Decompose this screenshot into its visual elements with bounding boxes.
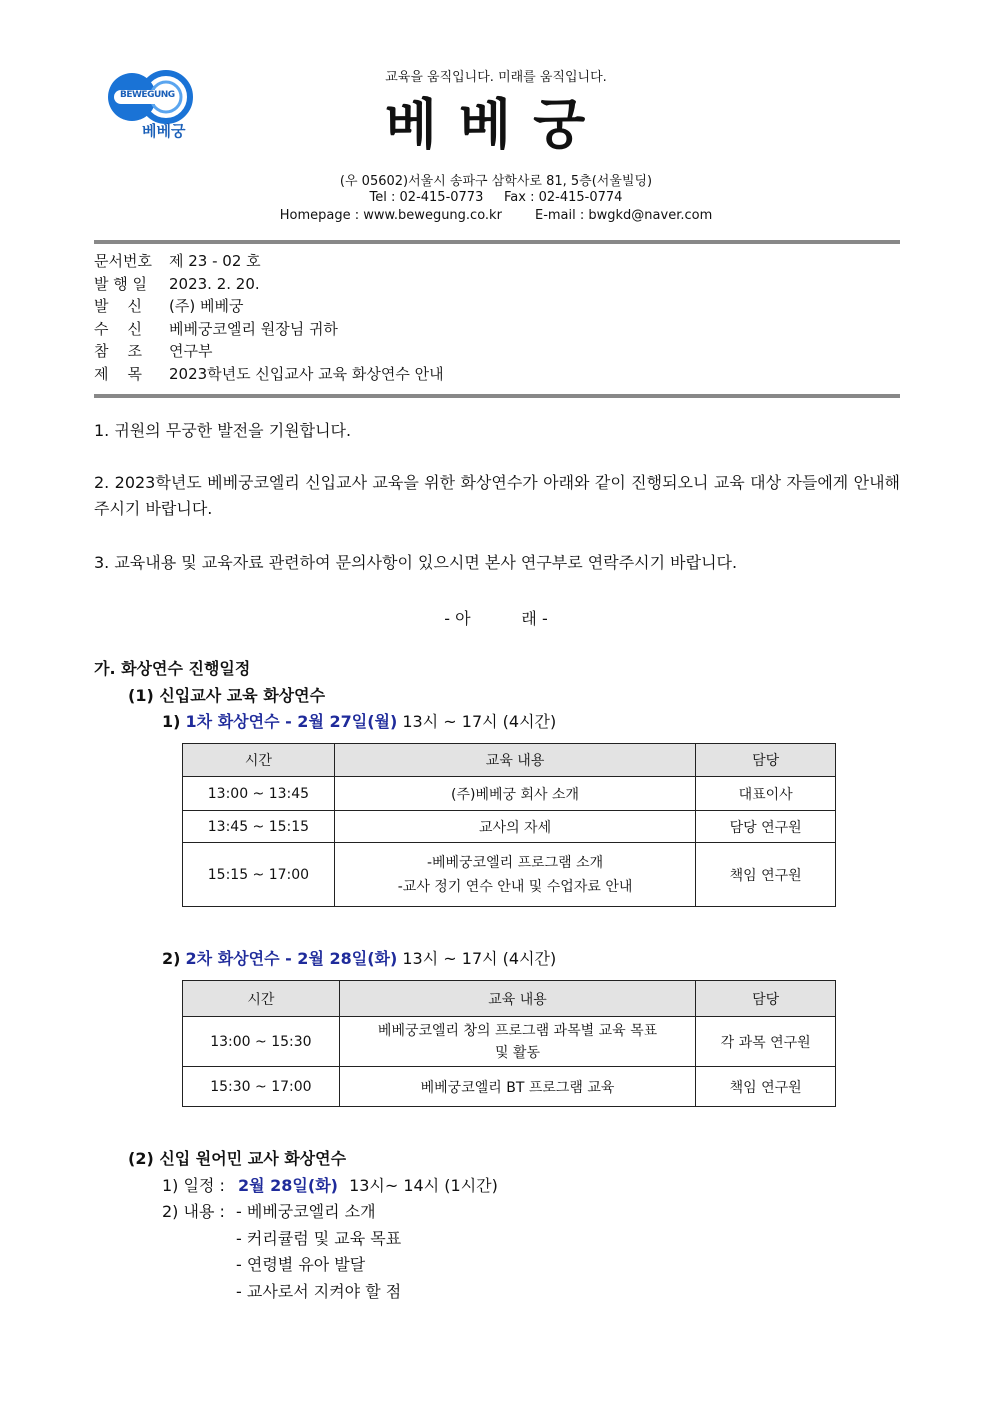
- meta-row: [94, 318, 444, 341]
- address: (우 05602)서울시 송파구 삼학사로 81, 5층(서울빌딩): [339, 174, 653, 189]
- table-row: [183, 777, 836, 811]
- table-cell: 각 과목 연구원: [696, 1017, 836, 1067]
- company-name: 베베궁: [384, 93, 608, 156]
- divider-top: [94, 240, 900, 244]
- logo-brand-text: 베베궁: [142, 122, 186, 140]
- native-schedule: [162, 1173, 498, 1196]
- meta-value: 제 23 - 02 호: [169, 252, 261, 270]
- meta-value: 2023학년도 신입교사 교육 화상연수 안내: [169, 364, 444, 383]
- table-cell: 13:00 ~ 13:45: [183, 777, 335, 811]
- list-item: - 연령별 유아 발달: [236, 1255, 366, 1274]
- arae-heading: - 아 래 -: [444, 609, 548, 628]
- logo-badge-text: BEWEGUNG: [120, 90, 175, 100]
- session-1-prefix: 1): [162, 712, 181, 731]
- table-header-row: [183, 981, 836, 1017]
- meta-key: 참 조: [94, 342, 143, 360]
- table-cell: 15:30 ~ 17:00: [183, 1067, 340, 1107]
- session-2-prefix: 2): [162, 949, 181, 968]
- table-cell: 15:15 ~ 17:00: [183, 843, 335, 907]
- table-header-cell: 교육 내용: [334, 744, 695, 777]
- meta-row: [94, 250, 444, 273]
- table-row: [183, 1067, 836, 1107]
- document-meta: [94, 250, 444, 385]
- meta-key: 제 목: [94, 364, 143, 383]
- table-cell: (주)베베궁 회사 소개: [334, 777, 695, 811]
- meta-row: [94, 273, 444, 296]
- meta-value: 베베궁코엘리 원장님 귀하: [169, 319, 338, 338]
- session-2-title: [162, 946, 556, 969]
- session-1-table: [182, 743, 836, 907]
- table-header-cell: 시간: [183, 981, 340, 1017]
- native-schedule-date: 2월 28일(화): [238, 1176, 338, 1195]
- table-cell: 13:00 ~ 15:30: [183, 1017, 340, 1067]
- list-item: - 커리큘럼 및 교육 목표: [236, 1228, 402, 1248]
- subsection-2-heading: (2) 신입 원어민 교사 화상연수: [128, 1149, 347, 1168]
- meta-key: 문서번호: [94, 252, 152, 270]
- session-2-time: 13시 ~ 17시 (4시간): [402, 949, 557, 968]
- table-header-cell: 담당: [696, 981, 836, 1017]
- meta-key: 수 신: [94, 319, 143, 338]
- web-email: Homepage : www.bewegung.co.kr E-mail : bwgkd@naver.com: [279, 208, 713, 223]
- native-content-label: 2) 내용 :: [162, 1202, 225, 1221]
- session-1-highlight: 1차 화상연수 - 2월 27일(월): [185, 712, 398, 731]
- table-header-cell: 교육 내용: [339, 981, 695, 1017]
- table-cell: 책임 연구원: [696, 1067, 836, 1107]
- table-row: [183, 1017, 836, 1067]
- table-cell: 13:45 ~ 15:15: [183, 811, 335, 843]
- paragraph-1: 1. 귀원의 무궁한 발전을 기원합니다.: [94, 421, 352, 440]
- table-cell: -베베궁코엘리 프로그램 소개 -교사 정기 연수 안내 및 수업자료 안내: [334, 843, 695, 907]
- session-1-title: [162, 709, 556, 732]
- list-item: - 베베궁코엘리 소개: [236, 1202, 376, 1221]
- meta-key: 발 행 일: [94, 274, 148, 293]
- table-cell: 교사의 자세: [334, 811, 695, 843]
- table-row: [183, 843, 836, 907]
- meta-value: 2023. 2. 20.: [169, 274, 260, 293]
- table-header-cell: 담당: [696, 744, 836, 777]
- meta-row: [94, 295, 444, 318]
- meta-key: 발 신: [94, 297, 143, 315]
- table-cell: 베베궁코엘리 BT 프로그램 교육: [339, 1067, 695, 1107]
- meta-value: (주) 베베궁: [169, 297, 244, 315]
- table-cell: 책임 연구원: [696, 843, 836, 907]
- session-2-highlight: 2차 화상연수 - 2월 28일(화): [185, 949, 398, 968]
- divider-bottom: [94, 394, 900, 398]
- native-content-list: [236, 1199, 401, 1305]
- section-heading: 가. 화상연수 진행일정: [94, 659, 251, 678]
- native-schedule-time: 13시~ 14시 (1시간): [349, 1176, 498, 1195]
- meta-row: [94, 363, 444, 386]
- list-item: - 교사로서 지켜야 할 점: [236, 1281, 402, 1301]
- session-1-time: 13시 ~ 17시 (4시간): [402, 712, 557, 731]
- meta-value: 연구부: [169, 342, 213, 360]
- native-schedule-label: 1) 일정 :: [162, 1176, 225, 1195]
- table-row: [183, 811, 836, 843]
- paragraph-3: 3. 교육내용 및 교육자료 관련하여 문의사항이 있으시면 본사 연구부로 연락주시기 바랍니다.: [94, 553, 738, 572]
- table-cell: 담당 연구원: [696, 811, 836, 843]
- session-2-table: [182, 980, 836, 1107]
- table-header-cell: 시간: [183, 744, 335, 777]
- meta-row: [94, 340, 444, 363]
- table-cell: 베베궁코엘리 창의 프로그램 과목별 교육 목표 및 활동: [339, 1017, 695, 1067]
- table-header-row: [183, 744, 836, 777]
- table-cell: 대표이사: [696, 777, 836, 811]
- slogan: 교육을 움직입니다. 미래를 움직입니다.: [385, 70, 607, 85]
- tel-fax: Tel : 02-415-0773 Fax : 02-415-0774: [369, 190, 623, 205]
- subsection-1-heading: (1) 신입교사 교육 화상연수: [128, 686, 326, 705]
- paragraph-2: 2. 2023학년도 베베궁코엘리 신입교사 교육을 위한 화상연수가 아래와 같이 진행되오니 교육 대상 자들에게 안내해 주시기 바랍니다.: [94, 473, 900, 518]
